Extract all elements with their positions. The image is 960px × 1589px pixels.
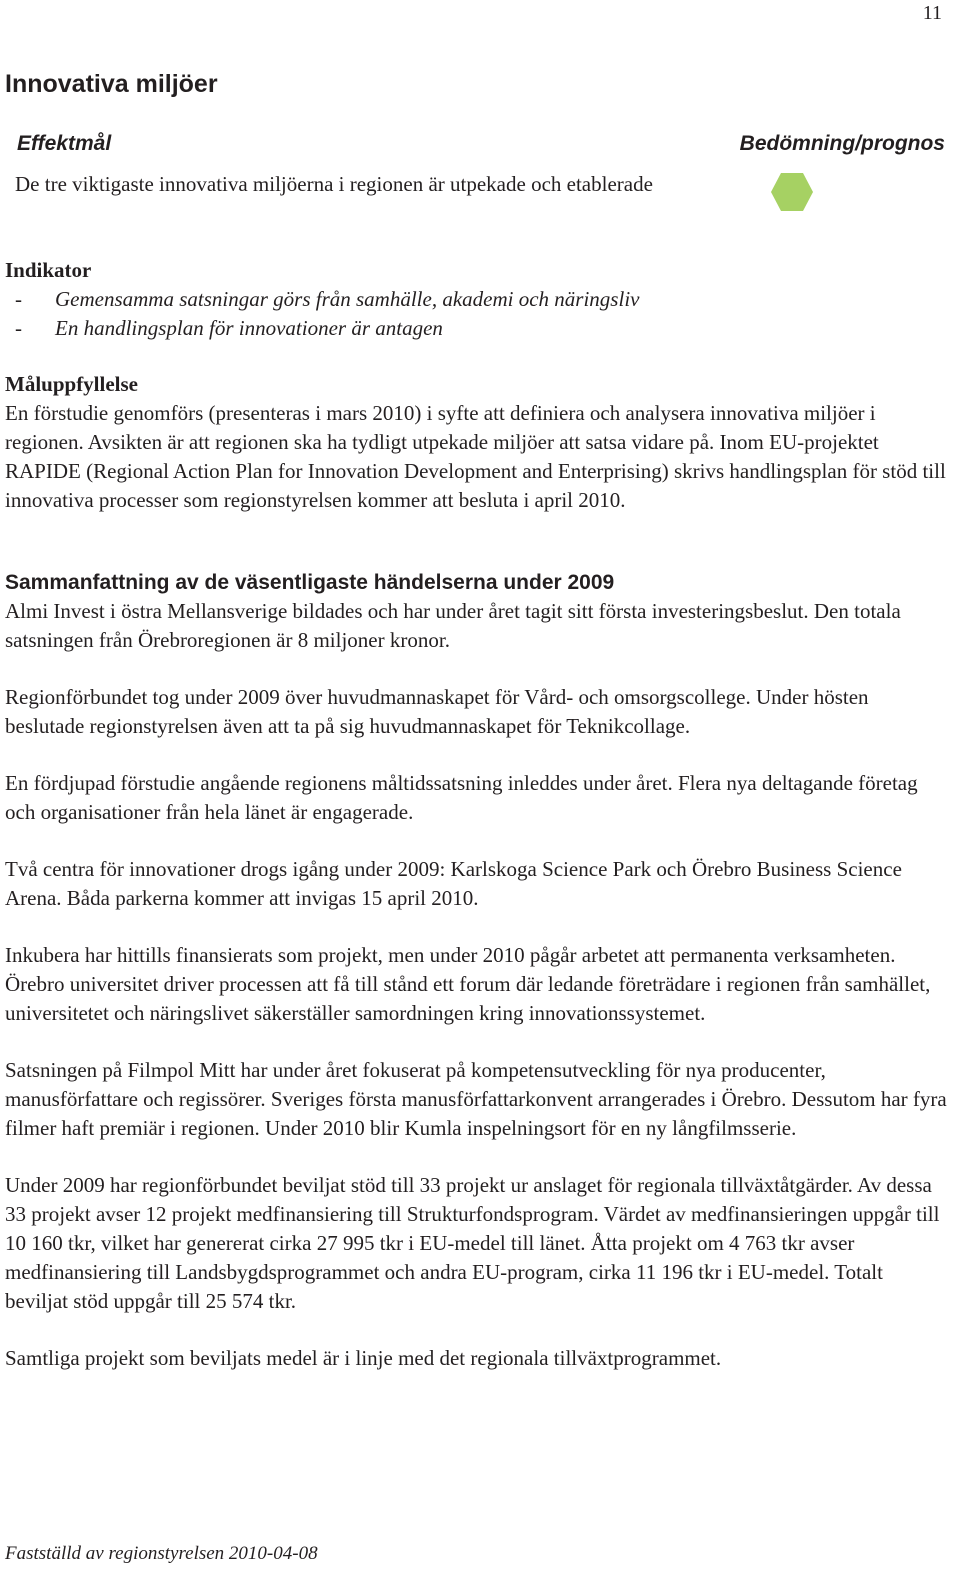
summary-paragraph: En fördjupad förstudie angående regionens måltidssatsning inleddes under året. Flera nya deltagande företag och organisationer från hela länet är engagerade. <box>5 771 918 824</box>
page-number: 11 <box>922 2 942 24</box>
footer-text: Fastställd av regionstyrelsen 2010-04-08 <box>5 1543 318 1564</box>
section-title: Innovativa miljöer <box>5 70 218 98</box>
list-dash: - <box>15 287 22 311</box>
indikator-label: Indikator <box>5 258 92 282</box>
summary-paragraph: Satsningen på Filmpol Mitt har under året fokuserat på kompetensutveckling för nya producenter, manusförfattare och regissörer. Sveriges första manusförfattarkonvent arrangerades i Örebro. Dessutom har fyra filmer haft premiär i regionen. Under 2010 blir Kumla inspelningsort för en ny långfilmsserie. <box>5 1058 947 1140</box>
summary-paragraph: Inkubera har hittills finansierats som projekt, men under 2010 pågår arbetet att permanenta verksamheten. Örebro universitet driver processen att få till stånd ett forum där ledande företrädare i regionen från samhället, universitetet och näringslivet säkerställer samordningen kring innovationssystemet. <box>5 943 931 1025</box>
indikator-item <box>5 285 950 314</box>
summary-paragraph: Under 2009 har regionförbundet beviljat stöd till 33 projekt ur anslaget för regionala tillväxtåtgärder. Av dessa 33 projekt avser 12 projekt medfinansiering till Strukturfondsprogram. Värdet av medfinansieringen uppgår till 10 160 tkr, vilket har genererat cirka 27 995 tkr i EU-medel till länet. Åtta projekt om 4 763 tkr avser medfinansiering till Landsbygdsprogrammet och andra EU-program, cirka 11 196 tkr i EU-medel. Totalt beviljat stöd uppgår till 25 574 tkr. <box>5 1173 940 1313</box>
effektmal-text: De tre viktigaste innovativa miljöerna i regionen är utpekade och etablerade <box>15 172 653 196</box>
indikator-item <box>5 314 950 343</box>
summary-paragraph: Regionförbundet tog under 2009 över huvudmannaskapet för Vård- och omsorgscollege. Under hösten beslutade regionstyrelsen även att ta på sig huvudmannaskapet för Teknikcollage. <box>5 685 869 738</box>
maluppfyllelse-label: Måluppfyllelse <box>5 372 139 396</box>
summary-heading: Sammanfattning av de väsentligaste händelserna under 2009 <box>5 571 615 594</box>
summary-paragraph: Två centra för innovationer drogs igång under 2009: Karlskoga Science Park och Örebro Business Science Arena. Båda parkerna kommer att invigas 15 april 2010. <box>5 857 902 910</box>
indikator-section <box>5 256 950 343</box>
summary-paragraph: Almi Invest i östra Mellansverige bildades och har under året tagit sitt första investeringsbeslut. Den totala satsningen från Örebroregionen är 8 miljoner kronor. <box>5 599 901 652</box>
summary-section <box>5 568 950 1373</box>
summary-paragraph: Samtliga projekt som beviljats medel är i linje med det regionala tillväxtprogrammet. <box>5 1346 722 1370</box>
green-hexagon-icon <box>770 172 814 212</box>
indikator-item-text: En handlingsplan för innovationer är antagen <box>55 316 443 340</box>
indikator-item-text: Gemensamma satsningar görs från samhälle, akademi och näringsliv <box>55 287 640 311</box>
maluppfyllelse-section <box>5 370 950 515</box>
list-dash: - <box>15 316 22 340</box>
maluppfyllelse-text: En förstudie genomförs (presenteras i mars 2010) i syfte att definiera och analysera innovativa miljöer i regionen. Avsikten är att regionen ska ha tydligt utpekade miljöer att satsa vidare på. Inom EU-projektet RAPIDE (Regional Action Plan for Innovation Development and Enterprising) skrivs handlingsplan för stöd till innovativa processer som regionstyrelsen kommer att besluta i april 2010. <box>5 401 946 512</box>
effektmal-heading: Effektmål <box>17 132 112 155</box>
bedomning-heading: Bedömning/prognos <box>739 132 945 155</box>
